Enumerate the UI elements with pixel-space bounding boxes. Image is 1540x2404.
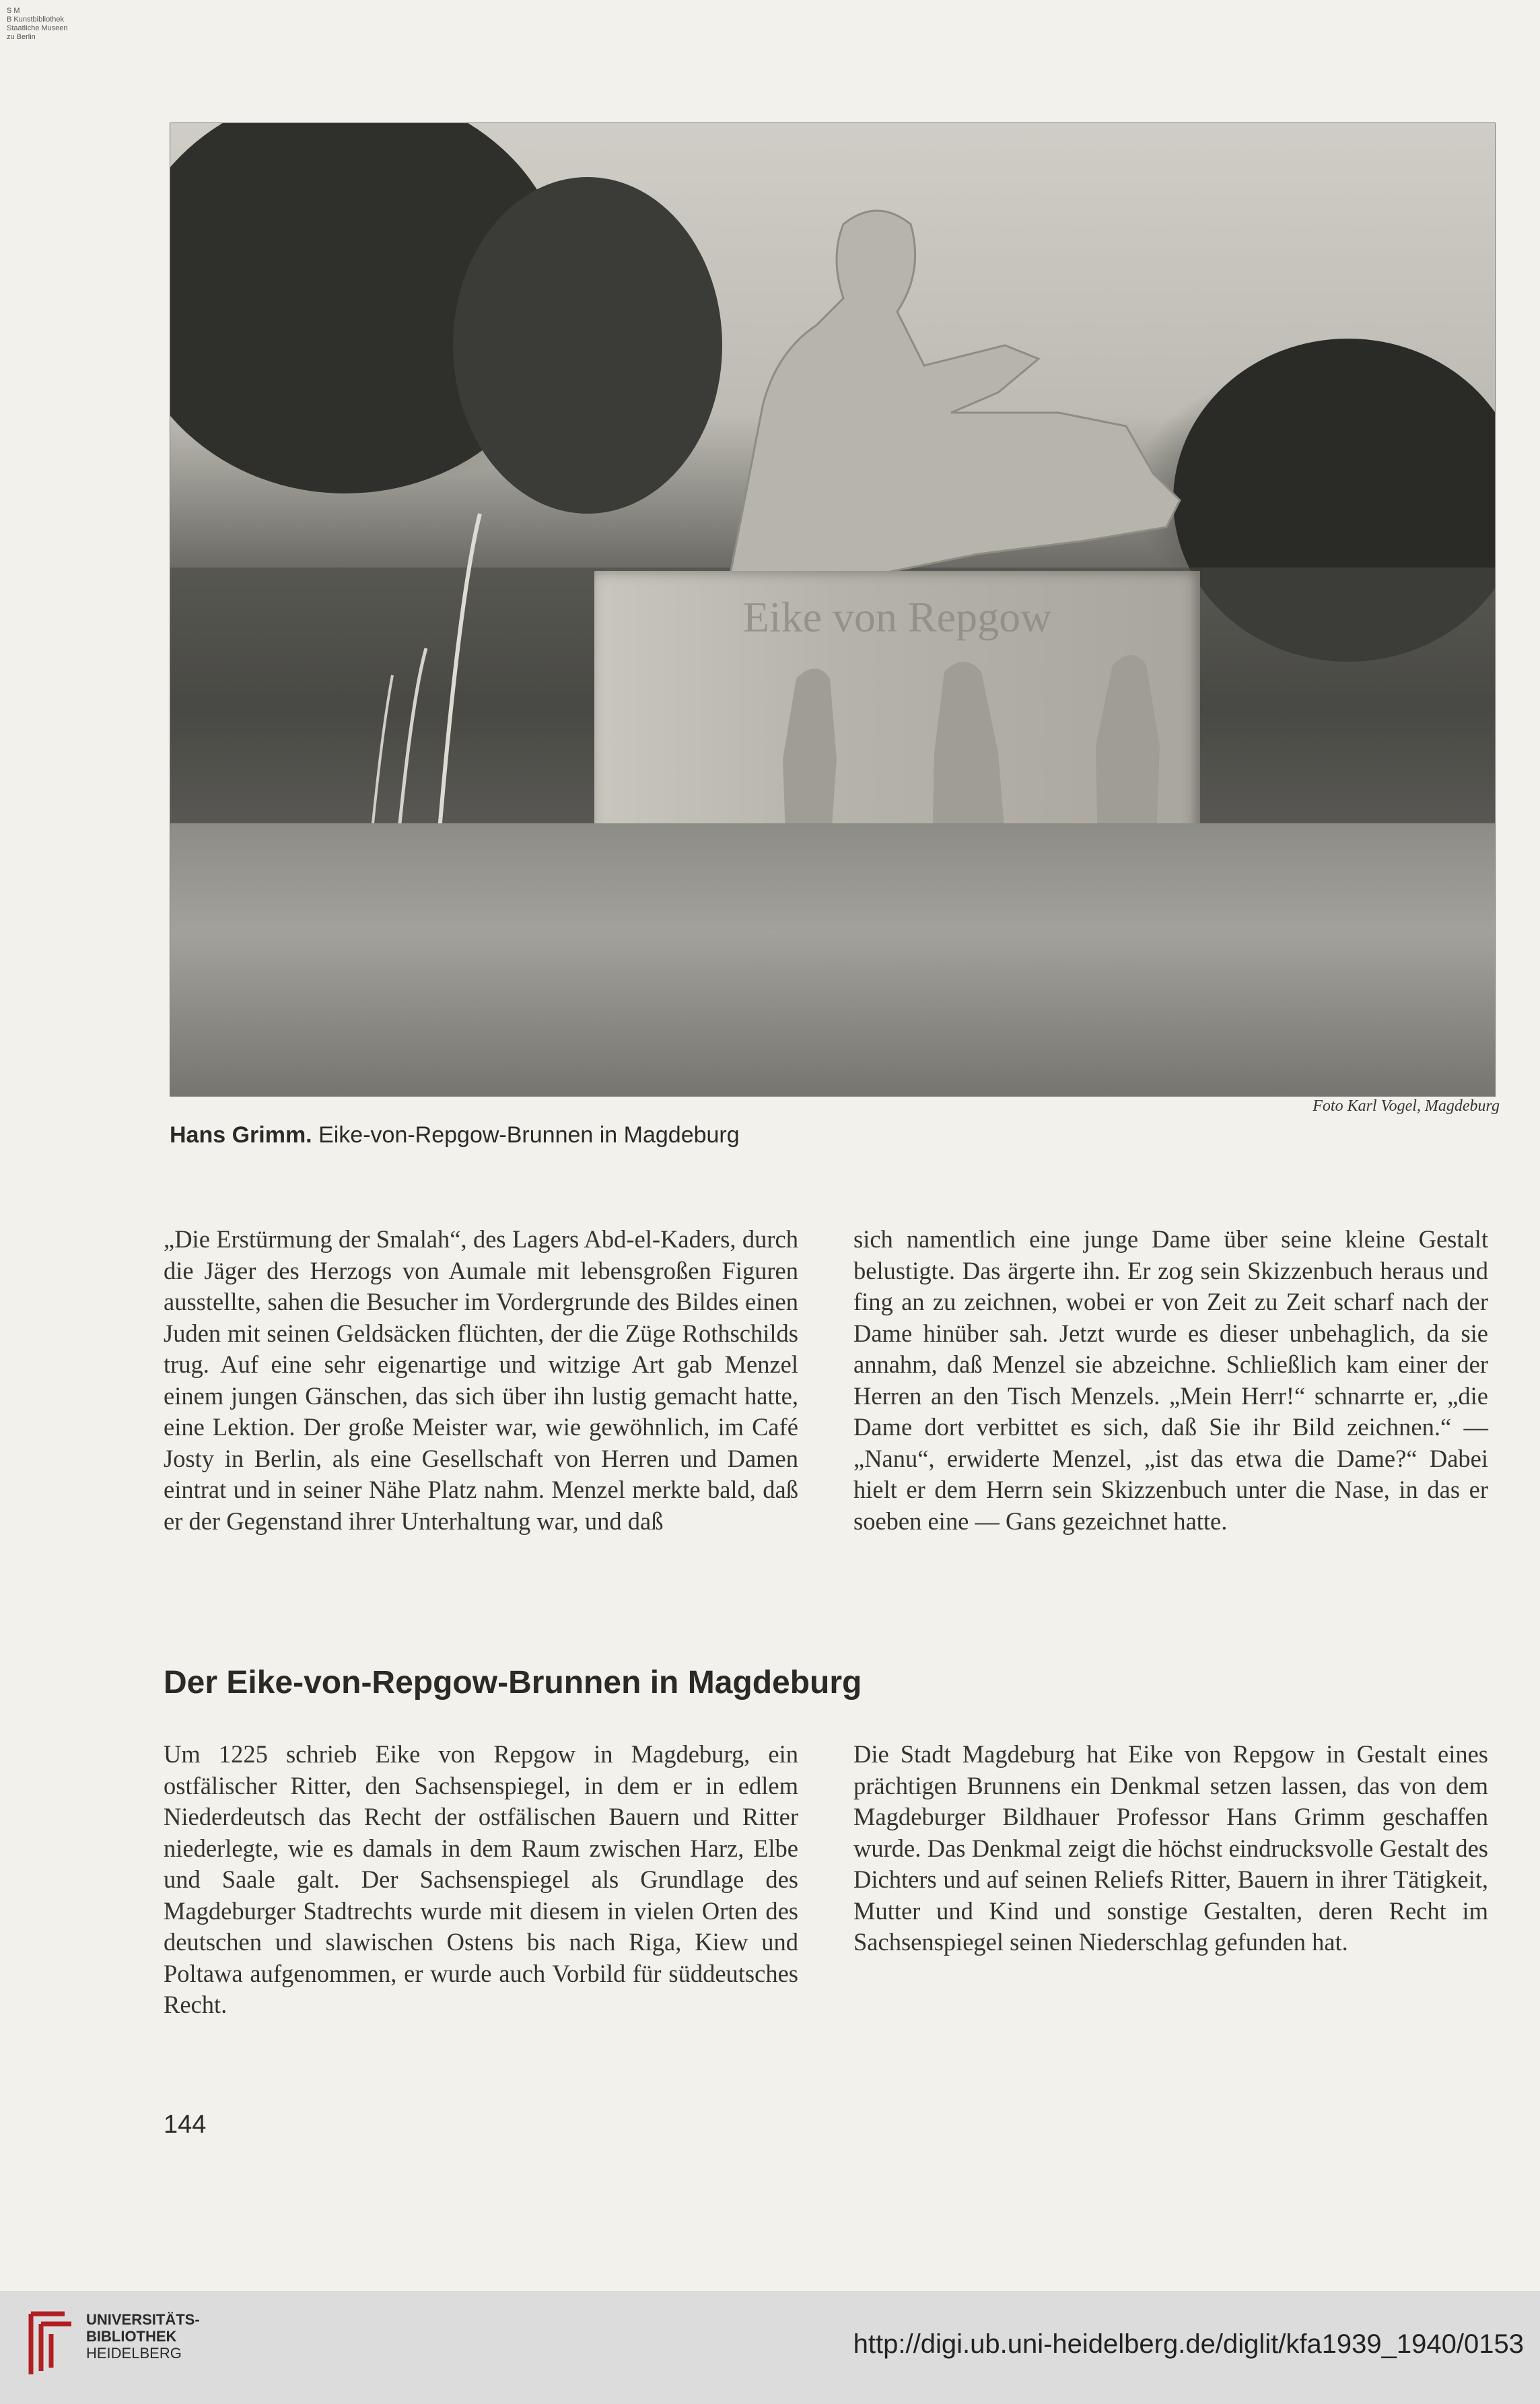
- library-logo-text: [86, 2311, 200, 2362]
- caption-author: Hans Grimm.: [170, 1122, 312, 1148]
- library-stamp: [7, 7, 114, 42]
- article2-column-right: Die Stadt Magdeburg hat Eike von Repgow in Gestalt eines prächtigen Brunnens ein Denkmal setzen lassen, das von dem Magdeburger Bildhauer Professor Hans Grimm geschaffen wurde. Das Denkmal zeigt die höchst eindrucksvolle Gestalt des Dichters und auf seinen Reliefs Ritter, Bauern in ihrer Tätigkeit, Mutter und Kind und sonstige Gestalten, deren Recht im Sachsenspiegel seinen Niederschlag gefunden hat.: [853, 1740, 1488, 1956]
- article2-column-left: Um 1225 schrieb Eike von Repgow in Magdeburg, ein ostfälischer Ritter, den Sachsenspiegel, in dem er in edlem Niederdeutsch das Recht der ostfälischen Bauern und Ritter niederlegte, wie es damals in dem Raum zwischen Harz, Elbe und Saale galt. Der Sachsenspiegel als Grundlage des Magdeburger Stadtrechts wurde mit diesem in vielen Orten des deutschen und slawischen Ostens bis nach Riga, Kiew und Poltawa aufgenommen, er wurde auch Vorbild für süddeutsches Recht.: [164, 1740, 798, 2018]
- stamp-line: S M: [7, 7, 20, 15]
- article2-heading: Der Eike-von-Repgow-Brunnen in Magdeburg: [164, 1665, 862, 1701]
- statue-figure: [729, 211, 1180, 581]
- fountain-photo: [170, 123, 1496, 1097]
- stamp-line: zu Berlin: [7, 33, 36, 41]
- caption-title: Eike-von-Repgow-Brunnen in Magdeburg: [318, 1122, 740, 1148]
- photo-credit: Foto Karl Vogel, Magdeburg: [1312, 1097, 1500, 1115]
- article1-column-left: „Die Erstürmung der Smalah“, des Lagers Abd-el-Kaders, durch die Jäger des Herzogs von Aumale mit lebensgroßen Figuren ausstellte, sahen die Besucher im Vordergrunde des Bildes einen Juden mit seinen Geldsäcken flüchten, der die Züge Rothschilds trug. Auf eine sehr eigenartige und witzige Art gab Menzel einem jungen Gänschen, das sich über ihn lustig gemacht hatte, eine Lektion. Der große Meister war, wie gewöhnlich, im Café Josty in Berlin, als eine Gesellschaft von Herren und Damen eintrat und in seiner Nähe Platz nahm. Menzel merkte bald, daß er der Gegenstand ihrer Unterhaltung war, und daß: [164, 1225, 798, 1535]
- footer-bar: [0, 2291, 1540, 2404]
- pedestal-inscription: Eike von Repgow: [742, 593, 1052, 641]
- logo-line: HEIDELBERG: [86, 2345, 182, 2362]
- stamp-line: B Kunstbibliothek: [7, 15, 64, 24]
- figure-caption: [170, 1122, 740, 1148]
- logo-line: UNIVERSITÄTS-: [86, 2311, 200, 2328]
- fountain-basin: [170, 823, 1495, 1096]
- stamp-line: Staatliche Museen: [7, 24, 68, 32]
- library-logo-icon: [18, 2307, 78, 2381]
- source-url-link[interactable]: http://digi.ub.uni-heidelberg.de/diglit/kfa1939_1940/0153: [853, 2329, 1524, 2359]
- tree-middle: [453, 177, 722, 514]
- article1-column-right: sich namentlich eine junge Dame über seine kleine Gestalt belustigte. Das ärgerte ihn. Er zog sein Skizzenbuch heraus und fing an zu zeichnen, wobei er von Zeit zu Zeit scharf nach der Dame hinüber sah. Jetzt wurde es dieser unbehaglich, da sie annahm, daß Menzel sie abzeichne. Schließlich kam einer der Herren an den Tisch Menzels. „Mein Herr!“ schnarrte er, „die Dame dort verbittet es sich, daß Sie ihr Bild zeichnen.“ — „Nanu“, erwiderte Menzel, „ist das etwa die Dame?“ Dabei hielt er dem Herrn sein Skizzenbuch unter die Nase, in das er soeben eine — Gans gezeichnet hatte.: [853, 1225, 1488, 1535]
- logo-line: BIBLIOTHEK: [86, 2328, 177, 2345]
- page-number: 144: [164, 2110, 207, 2139]
